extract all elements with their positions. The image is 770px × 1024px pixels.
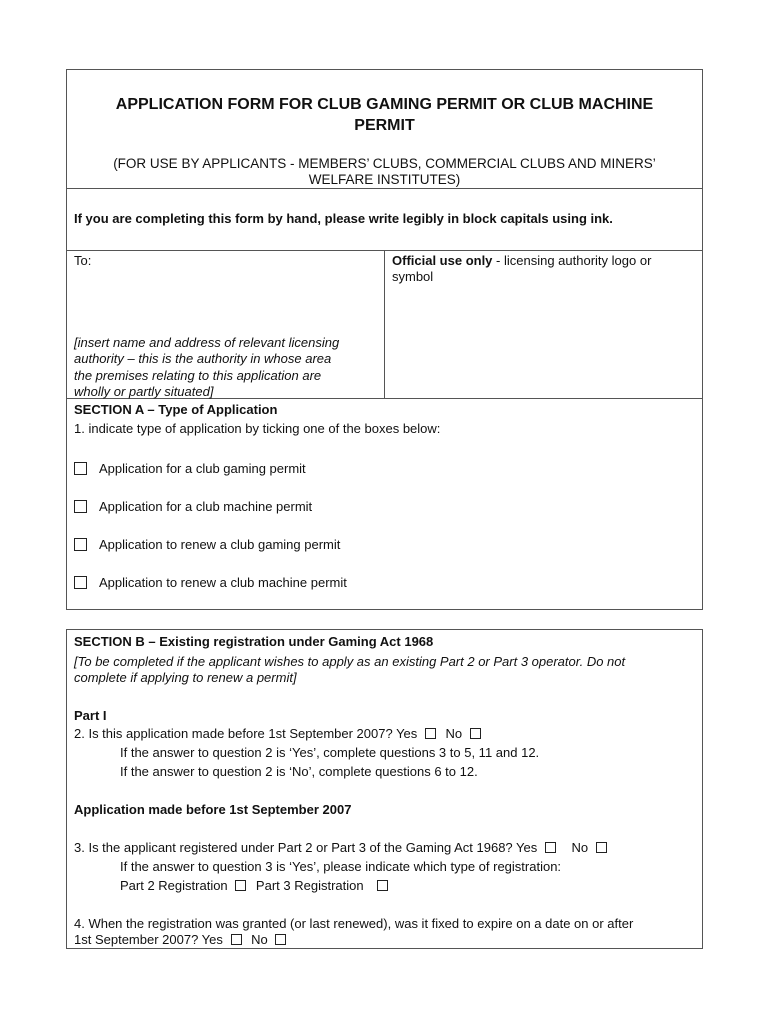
q3-yes-checkbox[interactable] [545,842,556,853]
q2-no-checkbox[interactable] [470,728,481,739]
checkbox[interactable] [74,462,87,475]
q4-no-checkbox[interactable] [275,934,286,945]
question-2-note-no: If the answer to question 2 is ‘No’, complete questions 6 to 12. [120,764,478,779]
part-3-registration-label: Part 3 Registration [255,878,364,893]
option-label: Application to renew a club machine permit [99,575,347,590]
form-title-line2: PERMIT [354,117,415,135]
question-3-text: 3. Is the applicant registered under Part 2 or Part 3 of the Gaming Act 1968? Yes [74,840,538,855]
application-panel [66,69,703,610]
form-subtitle [107,156,662,188]
option-renew-club-gaming-permit[interactable] [74,537,340,553]
section-a-question: 1. indicate type of application by ticking one of the boxes below: [74,420,441,436]
part-one-label: Part I [74,708,107,723]
addressee-row [67,251,702,399]
question-4-line1: 4. When the registration was granted (or last renewed), was it fixed to expire on a date on or after [74,916,634,931]
part-3-registration-checkbox[interactable] [377,880,388,891]
ink-instruction: If you are completing this form by hand, please write legibly in block capitals using ink. [67,189,702,251]
option-label: Application for a club gaming permit [99,461,306,476]
section-b-heading: SECTION B – Existing registration under Gaming Act 1968 [74,634,434,649]
to-label: To: [74,253,92,268]
official-use-cell [385,251,702,398]
question-2-note-yes: If the answer to question 2 is ‘Yes’, complete questions 3 to 5, 11 and 12. [120,745,540,760]
q3-no-checkbox[interactable] [596,842,607,853]
option-club-gaming-permit[interactable] [74,461,306,477]
section-a-heading: SECTION A – Type of Application [74,402,278,417]
no-label: No [251,932,268,947]
to-instruction-note: [insert name and address of relevant licensing authority – this is the authority in whose area the premises relating to this application are wholly or partly situated] [74,335,340,399]
registration-type-row [120,878,394,894]
q2-yes-checkbox[interactable] [425,728,436,739]
no-label: No [445,726,463,741]
no-label: No [571,840,589,855]
option-label: Application to renew a club gaming permit [99,537,341,552]
title-block [67,70,702,189]
q4-yes-checkbox[interactable] [231,934,242,945]
official-use-text-2: symbol [392,269,434,285]
official-use-text: - licensing authority logo or [492,253,652,268]
question-4-text: 1st September 2007? Yes [74,932,223,947]
section-b-panel [66,629,703,949]
section-b-note-line2: complete if applying to renew a permit] [74,670,297,685]
option-renew-club-machine-permit[interactable] [74,575,347,591]
part-2-registration-label: Part 2 Registration [120,878,228,893]
option-club-machine-permit[interactable] [74,499,312,515]
checkbox[interactable] [74,576,87,589]
subheading-before-sept-2007: Application made before 1st September 2007 [74,802,352,817]
question-2 [74,726,487,742]
form-subtitle-line1: (FOR USE BY APPLICANTS - MEMBERS’ CLUBS, COMMERCIAL CLUBS AND MINERS’ [113,156,656,172]
to-field[interactable] [67,251,385,398]
part-2-registration-checkbox[interactable] [235,880,246,891]
section-b-note-line1: [To be completed if the applicant wishes to apply as an existing Part 2 or Part 3 operator. Do not [74,654,626,669]
question-4-line2 [74,932,292,948]
section-a [67,399,702,437]
question-3 [74,840,613,856]
question-3-note: If the answer to question 3 is ‘Yes’, please indicate which type of registration: [120,859,562,874]
form-title [107,94,662,136]
question-2-text: 2. Is this application made before 1st September 2007? Yes [74,726,418,741]
official-use-label: Official use only [392,253,493,268]
form-title-line1: APPLICATION FORM FOR CLUB GAMING PERMIT OR CLUB MACHINE [115,96,654,113]
form-subtitle-line2: WELFARE INSTITUTES) [308,172,461,188]
option-label: Application for a club machine permit [99,499,313,514]
checkbox[interactable] [74,500,87,513]
checkbox[interactable] [74,538,87,551]
